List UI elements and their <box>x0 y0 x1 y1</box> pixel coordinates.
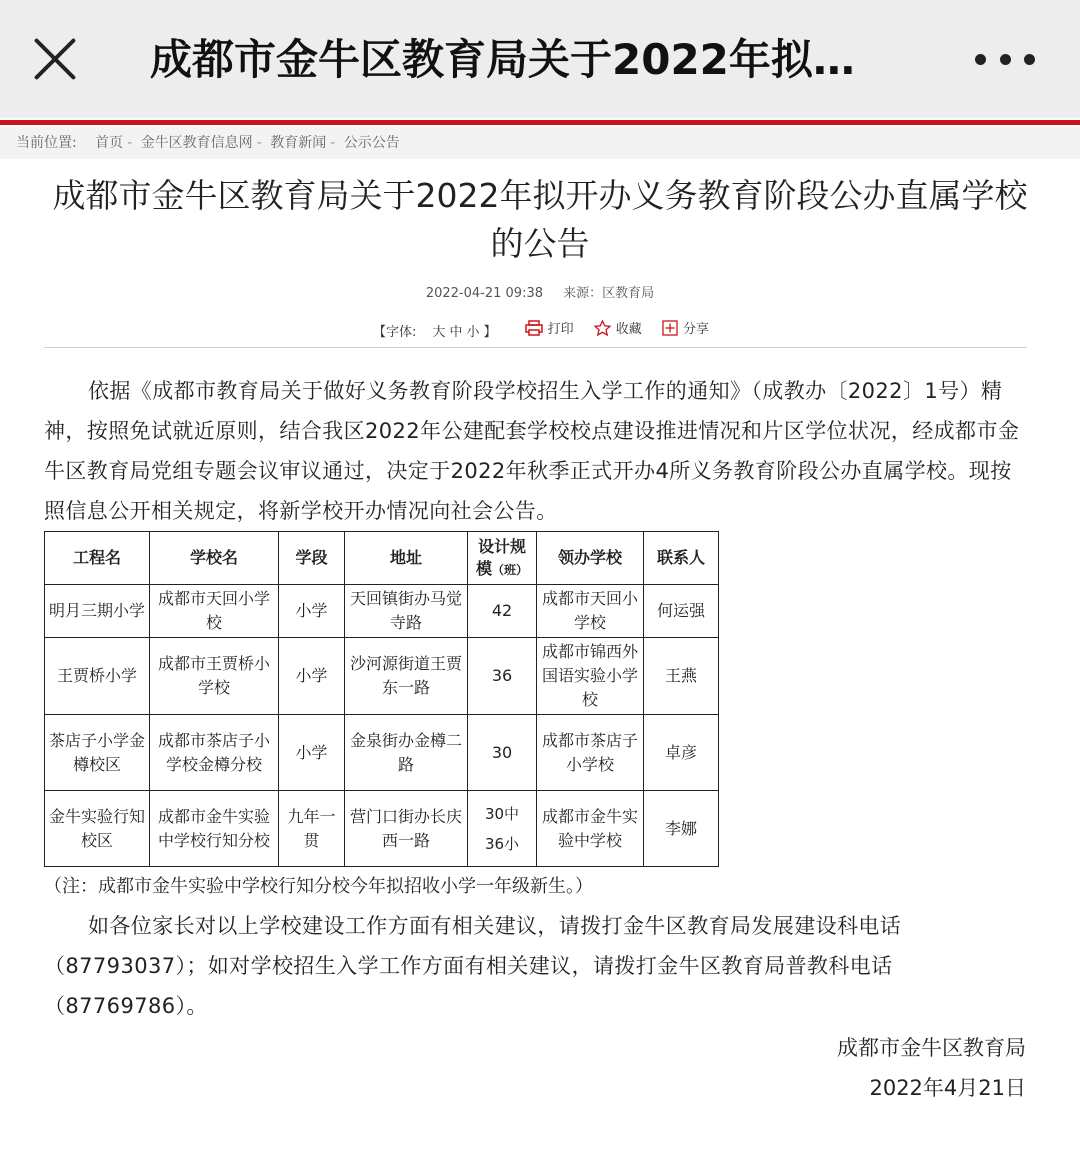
table-cell: 30中 36小 <box>468 791 537 867</box>
table-cell: 成都市天回小学校 <box>537 585 644 638</box>
breadcrumb-home[interactable]: 首页 <box>95 135 124 151</box>
table-header: 设计规 模（班） <box>468 532 537 585</box>
page-title: 成都市金牛区教育局关于2022年拟… <box>150 35 855 84</box>
table-cell: 成都市茶店子小学校金樽分校 <box>150 715 279 791</box>
table-cell: 42 <box>468 585 537 638</box>
font-size-selector: 【字体: 大 中 小 】 <box>371 321 498 340</box>
signature-org: 成都市金牛区教育局 <box>837 1036 1026 1060</box>
table-cell: 沙河源街道王贾东一路 <box>345 638 468 715</box>
signature-date: 2022年4月21日 <box>869 1076 1026 1100</box>
contact-paragraph: 如各位家长对以上学校建设工作方面有相关建议，请拨打金牛区教育局发展建设科电话（87793037）；如对学校招生入学工作方面有相关建议，请拨打金牛区教育局普教科电话（87769786）。 <box>44 914 902 1018</box>
signature <box>837 1028 1026 1108</box>
table-cell: 成都市天回小学校 <box>150 585 279 638</box>
table-cell: 王燕 <box>644 638 719 715</box>
content-divider <box>44 347 1027 348</box>
favorite-button[interactable]: 收藏 <box>594 318 642 337</box>
article-source: 来源：区教育局 <box>563 286 655 301</box>
table-cell: 成都市锦西外国语实验小学校 <box>537 638 644 715</box>
table-note: （注：成都市金牛实验中学校行知分校今年拟招收小学一年级新生。） <box>44 876 593 897</box>
breadcrumb-notices[interactable]: 公示公告 <box>343 135 400 151</box>
table-header: 领办学校 <box>537 532 644 585</box>
table-row <box>45 585 719 638</box>
table-cell: 成都市茶店子小学校 <box>537 715 644 791</box>
print-button[interactable]: 打印 <box>525 318 574 337</box>
font-medium-button[interactable]: 中 <box>449 324 463 340</box>
printer-icon <box>525 320 543 336</box>
article-date: 2022-04-21 09:38 <box>425 286 543 301</box>
article-title: 成都市金牛区教育局关于2022年拟开办义务教育阶段公办直属学校的公告 <box>52 176 1028 263</box>
table-cell: 营门口街办长庆西一路 <box>345 791 468 867</box>
table-cell: 成都市王贾桥小学校 <box>150 638 279 715</box>
share-button[interactable]: 分享 <box>662 318 709 337</box>
table-cell: 何运强 <box>644 585 719 638</box>
top-bar <box>0 0 1080 118</box>
table-cell: 小学 <box>279 585 345 638</box>
school-table <box>44 531 719 867</box>
intro-paragraph: 依据《成都市教育局关于做好义务教育阶段学校招生入学工作的通知》（成教办〔2022〕1号）精神，按照免试就近原则，结合我区2022年公建配套学校校点建设推进情况和片区学位状况，经成都市金牛区教育局党组专题会议审议通过，决定于2022年秋季正式开办4所义务教育阶段公办直属学校。现按照信息公开相关规定，将新学校开办情况向社会公告。 <box>44 379 1020 523</box>
table-cell: 金牛实验行知校区 <box>45 791 150 867</box>
article-meta <box>0 282 1080 301</box>
table-cell: 王贾桥小学 <box>45 638 150 715</box>
star-icon <box>594 320 611 336</box>
table-row <box>45 791 719 867</box>
header-divider <box>0 120 1080 125</box>
table-cell: 九年一贯 <box>279 791 345 867</box>
close-icon[interactable] <box>30 36 80 82</box>
table-header: 学段 <box>279 532 345 585</box>
table-cell: 36 <box>468 638 537 715</box>
font-small-button[interactable]: 小 <box>466 324 480 340</box>
article-tools <box>0 318 1080 340</box>
table-cell: 茶店子小学金樽校区 <box>45 715 150 791</box>
breadcrumb-edu-info[interactable]: 金牛区教育信息网 <box>140 135 253 151</box>
table-row <box>45 638 719 715</box>
table-cell: 明月三期小学 <box>45 585 150 638</box>
table-cell: 金泉街办金樽二路 <box>345 715 468 791</box>
table-header: 地址 <box>345 532 468 585</box>
breadcrumb-label: 当前位置: <box>16 135 77 151</box>
breadcrumb-edu-news[interactable]: 教育新闻 <box>270 135 327 151</box>
table-cell: 成都市金牛实验中学校行知分校 <box>150 791 279 867</box>
share-icon <box>662 320 678 336</box>
table-cell: 成都市金牛实验中学校 <box>537 791 644 867</box>
table-header: 工程名 <box>45 532 150 585</box>
font-large-button[interactable]: 大 <box>432 324 446 340</box>
table-header-row <box>45 532 719 585</box>
table-cell: 卓彦 <box>644 715 719 791</box>
table-header: 学校名 <box>150 532 279 585</box>
more-icon[interactable] <box>975 50 1035 68</box>
table-cell: 天回镇街办马觉寺路 <box>345 585 468 638</box>
table-header: 联系人 <box>644 532 719 585</box>
breadcrumb: 当前位置: 首页 - 金牛区教育信息网 - 教育新闻 - 公示公告 <box>0 127 1080 159</box>
table-cell: 小学 <box>279 715 345 791</box>
table-cell: 小学 <box>279 638 345 715</box>
table-row <box>45 715 719 791</box>
table-cell: 李娜 <box>644 791 719 867</box>
table-cell: 30 <box>468 715 537 791</box>
